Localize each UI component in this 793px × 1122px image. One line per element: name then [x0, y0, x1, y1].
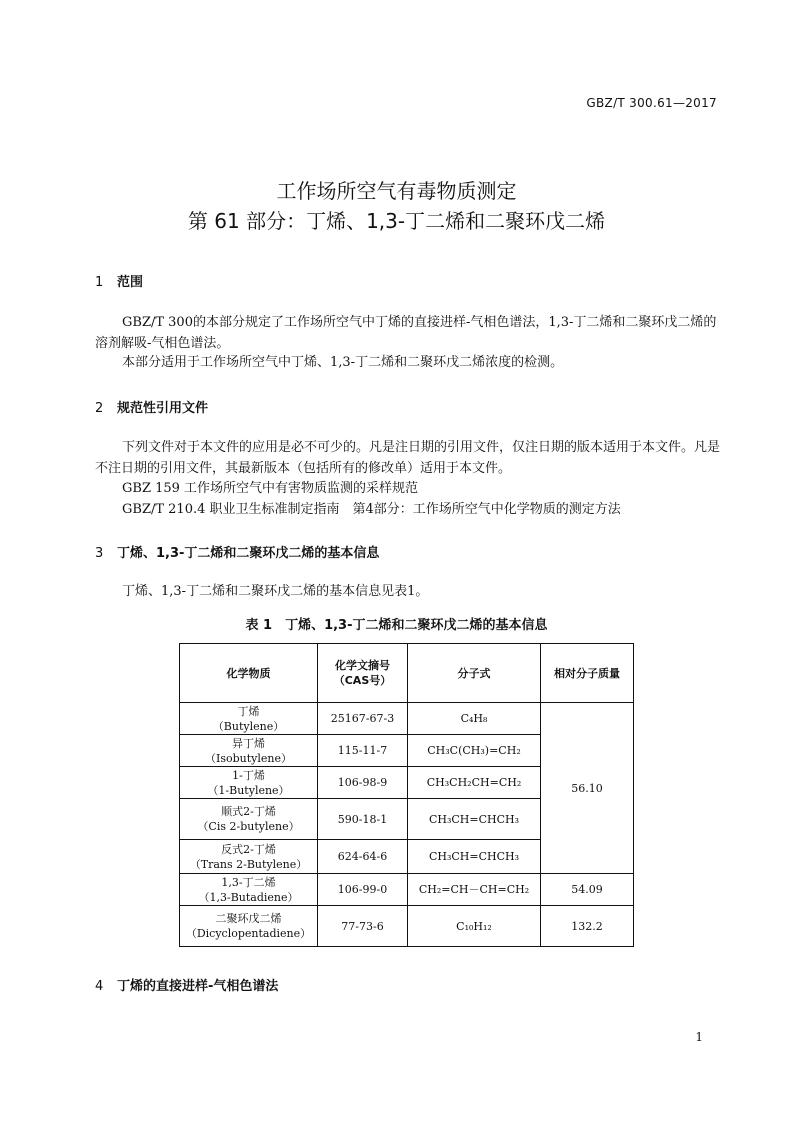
paragraph: 本部分适用于工作场所空气中丁烯、1,3-丁二烯和二聚环戊二烯浓度的检测。 — [122, 355, 564, 370]
paragraph: GBZ/T 300的本部分规定了工作场所空气中丁烯的直接进样-气相色谱法，1,3-丁二烯和二聚环戊二烯的溶剂解吸-气相色谱法。 — [95, 315, 717, 351]
cell-cas: 115-11-7 — [318, 735, 408, 767]
cell-cas: 25167-67-3 — [318, 703, 408, 735]
cell-cas: 106-99-0 — [318, 874, 408, 906]
cell-mass: 132.2 — [541, 906, 634, 947]
cell-substance — [180, 840, 318, 874]
substance-cn: 二聚环戊二烯 — [215, 912, 282, 925]
table-row — [180, 703, 634, 735]
basic-info-table — [179, 643, 634, 947]
section-title: 丁烯的直接进样-气相色谱法 — [117, 979, 279, 994]
substance-en: （Trans 2-Butylene） — [189, 857, 308, 871]
cell-substance — [180, 874, 318, 906]
document-subtitle: 第 61 部分：丁烯、1,3-丁二烯和二聚环戊二烯 — [187, 209, 606, 233]
substance-cn: 丁烯 — [237, 704, 260, 718]
section-title: 规范性引用文件 — [117, 401, 209, 416]
table-caption: 表 1 丁烯、1,3-丁二烯和二聚环戊二烯的基本信息 — [245, 618, 548, 633]
cell-cas: 590-18-1 — [318, 799, 408, 840]
substance-en: （Cis 2-butylene） — [197, 820, 300, 833]
document-title: 工作场所空气有毒物质测定 — [276, 179, 517, 203]
cell-cas: 106-98-9 — [318, 767, 408, 799]
cell-substance — [180, 767, 318, 799]
header-substance: 化学物质 — [180, 644, 318, 703]
cell-substance — [180, 703, 318, 735]
section-title: 范围 — [117, 275, 144, 290]
table-row — [180, 906, 634, 947]
section-number: 1 — [95, 275, 104, 290]
substance-cn: 顺式2-丁烯 — [221, 805, 276, 818]
cell-formula: CH₃CH₂CH=CH₂ — [408, 767, 541, 799]
substance-cn: 反式2-丁烯 — [221, 842, 276, 856]
header-formula: 分子式 — [408, 644, 541, 703]
cell-cas: 77-73-6 — [318, 906, 408, 947]
standard-code: GBZ/T 300.61—2017 — [586, 96, 717, 110]
substance-cn: 1,3-丁二烯 — [221, 875, 276, 889]
substance-en: （Dicyclopentadiene） — [185, 927, 312, 940]
header-cas — [318, 644, 408, 703]
section-heading-4 — [95, 975, 278, 994]
table-row — [180, 874, 634, 906]
cell-mass-butylenes: 56.10 — [541, 703, 634, 874]
cell-substance — [180, 799, 318, 840]
header-cas-line2: （CAS号） — [333, 674, 392, 687]
substance-cn: 1-丁烯 — [232, 768, 265, 782]
section-heading-2 — [95, 397, 208, 416]
section-heading-1 — [95, 271, 143, 290]
cell-formula: CH₃C(CH₃)=CH₂ — [408, 735, 541, 767]
substance-en: （1,3-Butadiene） — [198, 890, 299, 904]
cell-mass: 54.09 — [541, 874, 634, 906]
section-number: 4 — [95, 979, 104, 994]
paragraph: 下列文件对于本文件的应用是必不可少的。凡是注日期的引用文件，仅注日期的版本适用于本文件。凡是不注日期的引用文件，其最新版本（包括所有的修改单）适用于本文件。 — [95, 440, 721, 476]
cell-formula: C₁₀H₁₂ — [408, 906, 541, 947]
reference-item: GBZ 159 工作场所空气中有害物质监测的采样规范 — [122, 481, 419, 496]
reference-item: GBZ/T 210.4 职业卫生标准制定指南 第4部分：工作场所空气中化学物质的测定方法 — [122, 502, 621, 517]
paragraph: 丁烯、1,3-丁二烯和二聚环戊二烯的基本信息见表1。 — [122, 584, 429, 599]
cell-formula: CH₂=CH－CH=CH₂ — [408, 874, 541, 906]
table-header-row — [180, 644, 634, 703]
section-number: 3 — [95, 546, 104, 561]
cell-formula: CH₃CH=CHCH₃ — [408, 840, 541, 874]
header-cas-line1: 化学文摘号 — [335, 659, 390, 672]
section-title: 丁烯、1,3-丁二烯和二聚环戊二烯的基本信息 — [117, 546, 380, 561]
cell-substance — [180, 735, 318, 767]
cell-substance — [180, 906, 318, 947]
header-mass: 相对分子质量 — [541, 644, 634, 703]
cell-formula: C₄H₈ — [408, 703, 541, 735]
section-number: 2 — [95, 401, 104, 416]
substance-en: （Isobutylene） — [205, 751, 292, 765]
cell-formula: CH₃CH=CHCH₃ — [408, 799, 541, 840]
substance-cn: 异丁烯 — [232, 736, 265, 750]
cell-cas: 624-64-6 — [318, 840, 408, 874]
page-number: 1 — [695, 1030, 703, 1044]
section-heading-3 — [95, 542, 379, 561]
substance-en: （Butylene） — [212, 719, 285, 733]
substance-en: （1-Butylene） — [207, 783, 290, 797]
